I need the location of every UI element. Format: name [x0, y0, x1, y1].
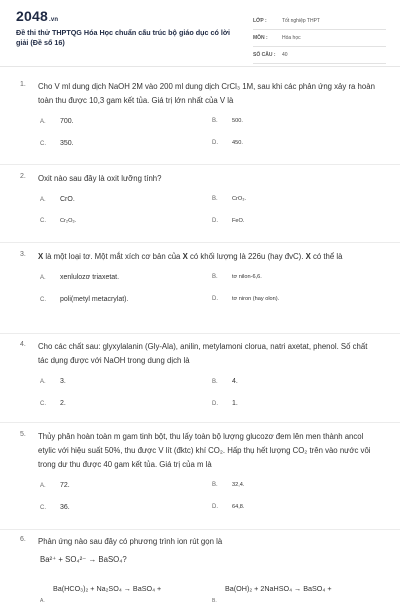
answer-options [20, 114, 380, 166]
option-b[interactable] [212, 196, 246, 202]
option-d[interactable] [212, 296, 279, 302]
option-text: CrO. [60, 196, 75, 203]
question-text: Phản ứng nào sau đây có phương trình ion rút gọn là [38, 537, 223, 546]
option-letter: A. [40, 118, 46, 125]
question-divider [0, 529, 400, 530]
option-letter: D. [212, 140, 218, 146]
option-letter: A. [40, 196, 46, 203]
option-a[interactable] [40, 196, 75, 203]
logo-main: 2048 [16, 8, 48, 24]
question-3 [20, 250, 380, 322]
question-divider [0, 422, 400, 423]
question-number: 2. [20, 173, 26, 180]
option-text: 700. [60, 118, 74, 125]
question-2 [20, 172, 380, 244]
question-divider [0, 164, 400, 165]
question-variable: X [38, 252, 44, 261]
question-number: 6. [20, 536, 26, 543]
option-text: 32,4. [232, 482, 245, 488]
option-c[interactable] [40, 400, 66, 407]
info-value: Hóa học [282, 35, 301, 41]
option-text: 1. [232, 400, 238, 407]
option-d[interactable] [212, 504, 244, 510]
option-text: Ba(HCO₃)₂ + Na₂SO₄ → BaSO₄ + [53, 584, 162, 593]
option-text: Cr₂O₃. [60, 218, 77, 224]
answer-options [20, 192, 380, 244]
question-number: 5. [20, 431, 26, 438]
option-c[interactable] [40, 218, 76, 224]
option-letter: B. [212, 482, 218, 488]
option-text: CrO₃. [232, 196, 247, 202]
option-text: 36. [60, 504, 70, 511]
option-letter: B. [212, 378, 218, 385]
option-d[interactable] [212, 140, 243, 146]
option-letter: B. [212, 274, 218, 280]
option-c[interactable] [40, 140, 74, 147]
question-text: Cho các chất sau: glyxylalanin (Gly-Ala), anilin, metylamoni clorua, natri axetat, phenol. Số chất tác dụng được với NaOH trong dung dịch là [38, 342, 368, 365]
question-text: Cho V ml dung dịch NaOH 2M vào 200 ml dung dịch CrCl₃ 1M, sau khi các phản ứng xảy ra hoàn toàn thu được 10,3 gam kết tủa. Giá trị lớn nhất của V là [38, 82, 375, 105]
option-letter: C. [40, 218, 46, 224]
option-letter: D. [212, 296, 218, 302]
exam-header [0, 0, 400, 66]
option-letter: B. [212, 598, 217, 604]
ionic-equation: Ba²⁺ + SO₄²⁻ → BaSO₄? [40, 555, 127, 564]
info-value: Tốt nghiệp THPT [282, 18, 320, 24]
option-d[interactable] [212, 400, 238, 407]
answer-options [20, 478, 380, 530]
option-text: tơ nilon-6,6. [232, 274, 262, 280]
question-number: 1. [20, 81, 26, 88]
option-letter: C. [40, 504, 46, 511]
option-letter: B. [212, 118, 218, 124]
option-c[interactable] [40, 296, 128, 303]
option-letter: C. [40, 400, 46, 407]
option-b[interactable] [212, 482, 244, 488]
question-variable: X [305, 252, 311, 261]
info-label: LỚP : [253, 18, 267, 24]
option-text: xenlulozơ triaxetat. [60, 274, 120, 281]
option-letter: A. [40, 274, 46, 281]
question-text: Oxit nào sau đây là oxit lưỡng tính? [38, 174, 162, 183]
option-a[interactable] [40, 378, 66, 385]
answer-options [20, 374, 380, 426]
option-text: FeO. [232, 218, 245, 224]
question-number: 4. [20, 341, 26, 348]
option-a[interactable] [40, 482, 70, 489]
option-b[interactable] [212, 378, 238, 385]
question-number: 3. [20, 251, 26, 258]
option-b[interactable] [212, 274, 262, 280]
option-letter: D. [212, 400, 218, 407]
option-a[interactable] [40, 118, 74, 125]
info-label: SỐ CÂU : [253, 52, 276, 58]
question-divider [0, 242, 400, 243]
question-text: Thủy phân hoàn toàn m gam tinh bột, thu lấy toàn bộ lượng glucozơ đem lên men thành ancol etylic với hiệu suất 50%, thu được V lít (đktc) khí CO₂. Hấp thụ hết lượng CO₂ trên vào nước vôi trong dư thu được 40 gam kết tủa. Giá trị của m là [38, 432, 371, 469]
option-letter: C. [40, 140, 46, 147]
exam-info-panel [253, 13, 386, 64]
info-row-subject [253, 30, 386, 47]
exam-title: Đề thi thử THPTQG Hóa Học chuẩn cấu trúc bộ giáo dục có lời giải (Đề số 16) [16, 28, 230, 47]
info-row-class [253, 13, 386, 30]
option-letter: C. [40, 296, 46, 303]
option-text: 4. [232, 378, 238, 385]
question-6 [20, 535, 380, 564]
option-text: 3. [60, 378, 66, 385]
question-text [38, 250, 378, 264]
info-value: 40 [282, 52, 288, 58]
option-text: 2. [60, 400, 66, 407]
question-text-part: có khối lượng là 226u (hay đvC). [187, 252, 306, 261]
option-b[interactable] [212, 118, 243, 124]
info-label: MÔN : [253, 35, 268, 41]
option-text: 450. [232, 140, 243, 146]
option-letter: D. [212, 504, 218, 510]
option-text: poli(metyl metacrylat). [60, 296, 129, 303]
info-row-question-count [253, 47, 386, 64]
option-text: 72. [60, 482, 70, 489]
option-letter: B. [212, 196, 218, 202]
option-text: Ba(OH)₂ + 2NaHSO₄ → BaSO₄ + [225, 584, 332, 593]
question-1 [20, 80, 380, 166]
question-4 [20, 340, 380, 426]
answer-options [20, 270, 380, 322]
option-text: tơ niron (hay olon). [232, 296, 280, 302]
question-5 [20, 430, 380, 530]
option-c[interactable] [40, 504, 70, 511]
header-divider [0, 66, 400, 67]
option-d[interactable] [212, 218, 244, 224]
question-text-part: có thể là [310, 252, 343, 261]
option-letter: A. [40, 598, 45, 604]
option-text: 500. [232, 118, 243, 124]
question-text-part: là một loại tơ. Một mắt xích cơ bản của [43, 252, 183, 261]
option-text: 64,8. [232, 504, 245, 510]
site-logo[interactable] [16, 8, 58, 24]
option-a[interactable] [40, 274, 119, 281]
question-divider [0, 333, 400, 334]
option-text: 350. [60, 140, 74, 147]
option-letter: A. [40, 378, 46, 385]
question-variable: X [182, 252, 188, 261]
logo-suffix: .vn [48, 17, 59, 23]
option-letter: D. [212, 218, 218, 224]
option-letter: A. [40, 482, 46, 489]
